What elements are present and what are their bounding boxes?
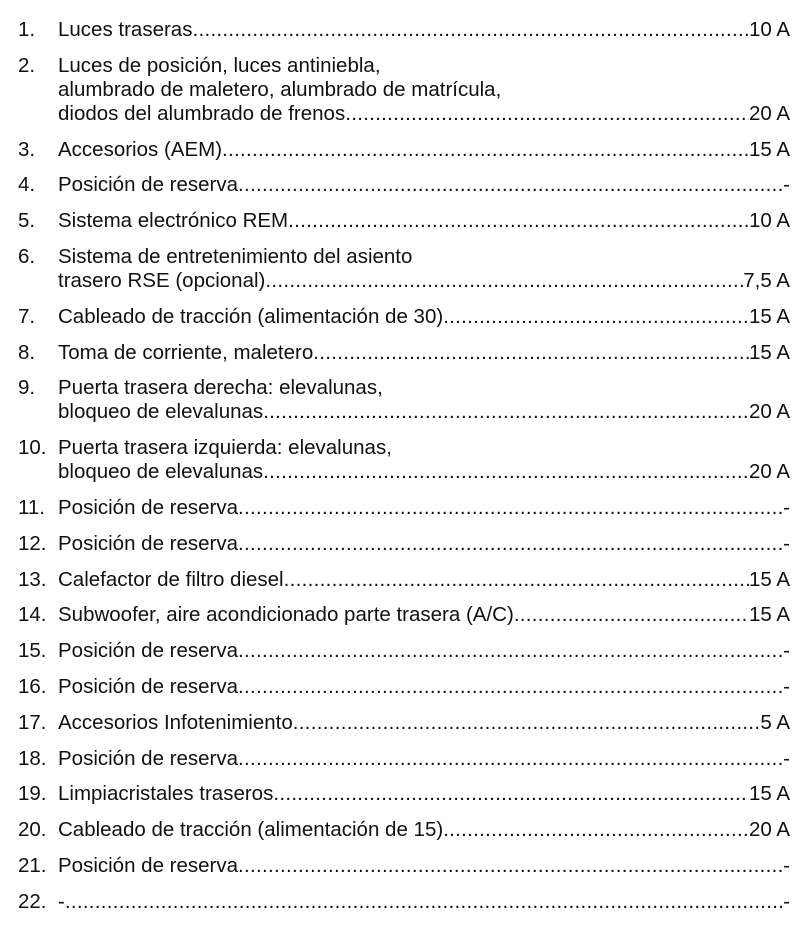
item-last-line <box>58 854 790 878</box>
item-body <box>58 747 790 771</box>
list-item <box>18 568 790 592</box>
item-last-line <box>58 711 790 735</box>
list-item <box>18 173 790 197</box>
item-description: Posición de reserva <box>58 495 239 519</box>
item-number: 5. <box>18 209 36 233</box>
fuse-rating: - <box>783 889 790 913</box>
item-description-line: Luces de posición, luces antiniebla, <box>58 53 381 77</box>
item-description: bloqueo de elevalunas <box>58 400 264 424</box>
item-last-line <box>58 568 790 592</box>
list-item <box>18 341 790 365</box>
item-last-line <box>58 138 790 162</box>
fuse-rating: 15 A <box>748 304 790 328</box>
list-item <box>18 711 790 735</box>
item-number: 19. <box>18 782 47 806</box>
item-number: 13. <box>18 567 47 591</box>
list-item <box>18 376 790 424</box>
item-description: Posición de reserva <box>58 531 239 555</box>
item-last-line <box>58 173 790 197</box>
fuse-rating: - <box>783 639 790 663</box>
fuse-rating: 20 A <box>748 101 790 125</box>
item-description: Posición de reserva <box>58 173 239 197</box>
item-number: 18. <box>18 746 47 770</box>
item-description: Posición de reserva <box>58 674 239 698</box>
item-last-line <box>58 102 790 126</box>
fuse-rating: - <box>783 746 790 770</box>
item-body <box>58 18 790 42</box>
item-last-line <box>58 305 790 329</box>
list-item <box>18 138 790 162</box>
item-body <box>58 711 790 735</box>
item-body <box>58 305 790 329</box>
item-number: 22. <box>18 889 47 913</box>
list-item <box>18 496 790 520</box>
item-body <box>58 376 790 424</box>
dot-leader <box>263 460 749 484</box>
item-last-line <box>58 675 790 699</box>
item-number: 2. <box>18 53 36 77</box>
fuse-rating: 10 A <box>748 209 790 233</box>
fuse-rating: 20 A <box>748 460 790 484</box>
dot-leader <box>238 854 783 878</box>
item-body <box>58 890 790 914</box>
fuse-rating: - <box>783 495 790 519</box>
item-last-line <box>58 747 790 771</box>
item-last-line <box>58 532 790 556</box>
item-description: Toma de corriente, maletero <box>58 340 314 364</box>
item-description: Subwoofer, aire acondicionado parte trasera (A/C) <box>58 603 514 627</box>
item-number: 6. <box>18 244 36 268</box>
fuse-rating: - <box>783 531 790 555</box>
dot-leader <box>345 102 749 126</box>
item-body <box>58 496 790 520</box>
item-body <box>58 568 790 592</box>
dot-leader <box>273 782 749 806</box>
item-last-line <box>58 209 790 233</box>
item-body <box>58 54 790 126</box>
dot-leader <box>238 747 783 771</box>
item-number: 8. <box>18 340 36 364</box>
dot-leader <box>313 341 749 365</box>
fuse-rating: 20 A <box>748 818 790 842</box>
list-item <box>18 890 790 914</box>
item-body <box>58 639 790 663</box>
list-item <box>18 782 790 806</box>
item-body <box>58 782 790 806</box>
fuse-rating: 15 A <box>748 603 790 627</box>
item-description: bloqueo de elevalunas <box>58 460 264 484</box>
item-last-line <box>58 639 790 663</box>
list-item <box>18 209 790 233</box>
item-body <box>58 209 790 233</box>
list-item <box>18 747 790 771</box>
item-last-line <box>58 341 790 365</box>
item-last-line <box>58 400 790 424</box>
item-number: 9. <box>18 376 36 400</box>
item-description: Limpiacristales traseros <box>58 782 274 806</box>
fuse-rating: 15 A <box>748 340 790 364</box>
item-last-line <box>58 603 790 627</box>
dot-leader <box>263 400 749 424</box>
fuse-rating: 7,5 A <box>743 268 790 292</box>
dot-leader <box>288 209 749 233</box>
dot-leader <box>238 675 783 699</box>
dot-leader <box>238 496 783 520</box>
list-item <box>18 245 790 293</box>
item-description: Posición de reserva <box>58 853 239 877</box>
dot-leader <box>192 18 749 42</box>
fuse-rating: 10 A <box>748 18 790 41</box>
dot-leader <box>284 568 749 592</box>
item-number: 17. <box>18 710 47 734</box>
item-body <box>58 245 790 293</box>
dot-leader <box>265 269 743 293</box>
item-body <box>58 603 790 627</box>
fuse-rating: 20 A <box>748 400 790 424</box>
item-body <box>58 436 790 484</box>
dot-leader <box>222 138 749 162</box>
dot-leader <box>443 305 749 329</box>
item-description: Accesorios (AEM) <box>58 137 223 161</box>
item-number: 11. <box>18 495 45 519</box>
item-number: 3. <box>18 137 36 161</box>
item-description: - <box>58 889 65 913</box>
item-description: Posición de reserva <box>58 639 239 663</box>
list-item <box>18 54 790 126</box>
dot-leader <box>443 818 749 842</box>
item-description-line: Puerta trasera derecha: elevalunas, <box>58 376 383 400</box>
fuse-rating: 5 A <box>760 710 790 734</box>
item-description: trasero RSE (opcional) <box>58 268 266 292</box>
item-last-line <box>58 890 790 914</box>
item-body <box>58 532 790 556</box>
item-description: Calefactor de filtro diesel <box>58 567 284 591</box>
item-description: diodos del alumbrado de frenos <box>58 101 346 125</box>
item-body <box>58 138 790 162</box>
dot-leader <box>238 532 783 556</box>
item-number: 4. <box>18 173 36 197</box>
item-last-line <box>58 460 790 484</box>
item-body <box>58 341 790 365</box>
item-number: 7. <box>18 304 36 328</box>
dot-leader <box>293 711 761 735</box>
item-number: 21. <box>18 853 47 877</box>
item-number: 12. <box>18 531 47 555</box>
list-item <box>18 18 790 42</box>
fuse-rating: 15 A <box>748 567 790 591</box>
list-item <box>18 603 790 627</box>
item-number: 10. <box>18 436 47 460</box>
item-number: 16. <box>18 674 47 698</box>
fuse-rating: - <box>783 674 790 698</box>
item-description: Sistema electrónico REM <box>58 209 289 233</box>
fuse-rating: 15 A <box>748 782 790 806</box>
list-item <box>18 818 790 842</box>
item-description-line: alumbrado de maletero, alumbrado de matrícula, <box>58 77 502 101</box>
item-description: Cableado de tracción (alimentación de 30) <box>58 304 444 328</box>
item-body <box>58 173 790 197</box>
item-number: 14. <box>18 603 47 627</box>
item-last-line <box>58 18 790 42</box>
list-item <box>18 532 790 556</box>
item-description-line: Puerta trasera izquierda: elevalunas, <box>58 436 392 460</box>
item-last-line <box>58 782 790 806</box>
item-body <box>58 675 790 699</box>
dot-leader <box>65 890 783 914</box>
item-number: 1. <box>18 18 36 41</box>
item-body <box>58 854 790 878</box>
item-number: 15. <box>18 639 47 663</box>
item-number: 20. <box>18 818 47 842</box>
item-description: Posición de reserva <box>58 746 239 770</box>
list-item <box>18 639 790 663</box>
list-item <box>18 854 790 878</box>
list-item <box>18 305 790 329</box>
dot-leader <box>514 603 749 627</box>
dot-leader <box>238 639 783 663</box>
item-last-line <box>58 818 790 842</box>
fuse-rating: - <box>783 173 790 197</box>
list-item <box>18 675 790 699</box>
dot-leader <box>238 173 783 197</box>
item-last-line <box>58 496 790 520</box>
item-last-line <box>58 269 790 293</box>
item-description: Luces traseras <box>58 18 193 41</box>
item-description-line: Sistema de entretenimiento del asiento <box>58 244 413 268</box>
item-description: Accesorios Infotenimiento <box>58 710 293 734</box>
fuse-rating: - <box>783 853 790 877</box>
item-description: Cableado de tracción (alimentación de 15) <box>58 818 444 842</box>
fuse-rating: 15 A <box>748 137 790 161</box>
list-item <box>18 436 790 484</box>
item-body <box>58 818 790 842</box>
